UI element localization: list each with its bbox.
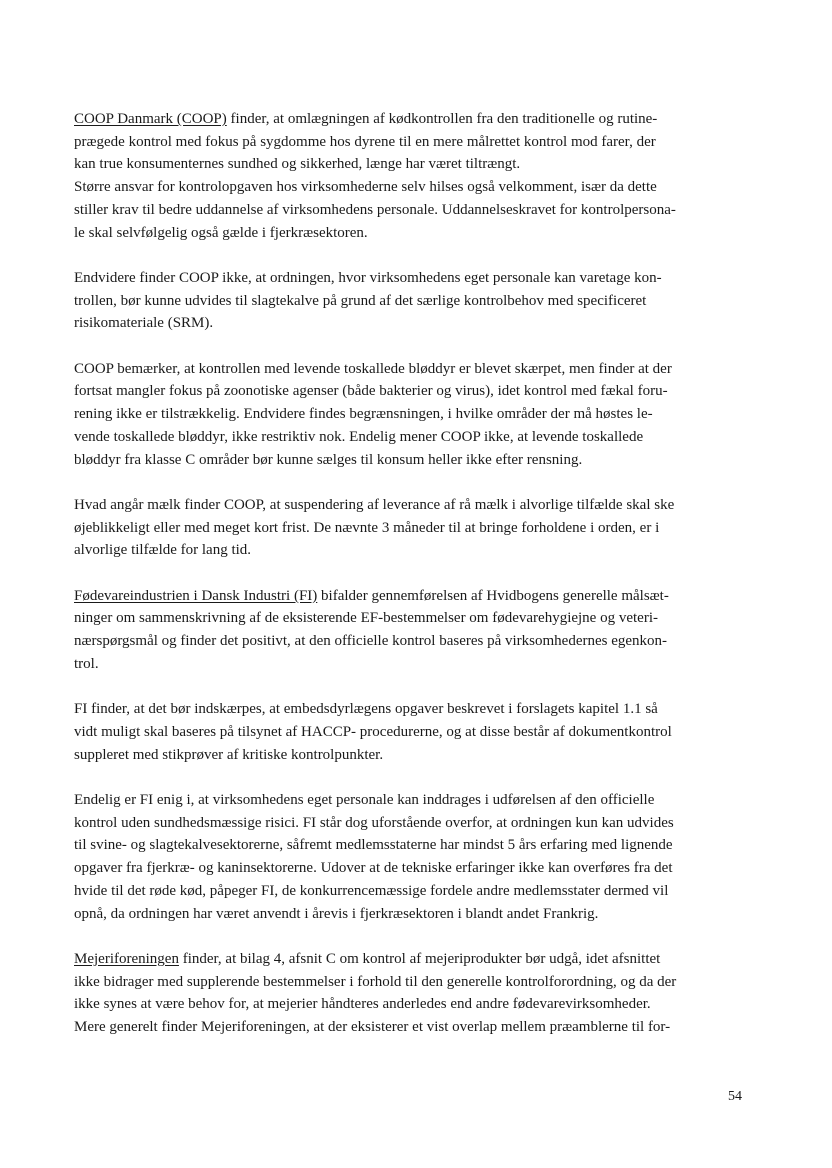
- paragraph: [74, 494, 754, 562]
- text-line: [74, 993, 754, 1016]
- text-line: [74, 222, 754, 245]
- line-text: FI finder, at det bør indskærpes, at embedsdyrlægens opgaver beskrevet i forslagets kapitel 1.1 så: [74, 701, 658, 718]
- line-text: ninger om sammenskrivning af de eksisterende EF-bestemmelser om fødevarehygiejne og veteri-: [74, 610, 658, 627]
- document-body: [74, 108, 754, 1061]
- text-line: [74, 267, 754, 290]
- page-number: 54: [728, 1089, 742, 1104]
- line-text: nærspørgsmål og finder det positivt, at den officielle kontrol baseres på virksomhedernes egenkon-: [74, 633, 668, 650]
- text-line: [74, 698, 754, 721]
- text-line: [74, 903, 754, 926]
- line-text: bløddyr fra klasse C områder bør kunne sælges til konsum heller ikke efter rensning.: [74, 451, 583, 468]
- text-line: [74, 131, 754, 154]
- paragraph: [74, 585, 754, 676]
- line-text: stiller krav til bedre uddannelse af virksomhedens personale. Uddannelseskravet for kontrolpersona-: [74, 201, 676, 218]
- organization-name: COOP Danmark (COOP): [74, 111, 227, 127]
- line-text: alvorlige tilfælde for lang tid.: [74, 542, 252, 559]
- line-text: Større ansvar for kontrolopgaven hos virksomhederne selv hilses også velkomment, især da dette: [74, 179, 657, 196]
- line-text: suppleret med stikprøver af kritiske kontrolpunkter.: [74, 746, 384, 763]
- text-line: [74, 494, 754, 517]
- line-text: risikomateriale (SRM).: [74, 315, 214, 332]
- text-line: [74, 630, 754, 653]
- line-text: Hvad angår mælk finder COOP, at suspendering af leverance af rå mælk i alvorlige tilfælde skal ske: [74, 496, 675, 513]
- line-text: vidt muligt skal baseres på tilsynet af HACCP- procedurerne, og at disse består af dokumentkontrol: [74, 723, 672, 740]
- paragraph: [74, 267, 754, 335]
- text-line: [74, 744, 754, 767]
- line-text: ikke synes at være behov for, at mejerier håndteres anderledes end andre fødevarevirksomheder.: [74, 996, 651, 1013]
- line-text: ikke bidrager med supplerende bestemmelser i forhold til den generelle kontrolforordning, og da der: [74, 973, 677, 990]
- line-text: trollen, bør kunne udvides til slagtekalve på grund af det særlige kontrolbehov med specificeret: [74, 292, 647, 309]
- text-line: [74, 176, 754, 199]
- organization-name: Mejeriforeningen: [74, 950, 179, 967]
- line-text: hvide til det røde kød, påpeger FI, de konkurrencemæssige fordele andre medlemsstater dermed vil: [74, 882, 669, 899]
- organization-name: Fødevareindustrien i Dansk Industri (FI): [74, 587, 318, 604]
- text-line: [74, 789, 754, 812]
- line-text: COOP bemærker, at kontrollen med levende toskallede bløddyr er blevet skærpet, men finder at der: [74, 360, 672, 377]
- line-text: kontrol uden sundhedsmæssige risici. FI står dog uforstående overfor, at ordningen kun kan udvides: [74, 814, 674, 831]
- text-line: [74, 403, 754, 426]
- text-line: [74, 312, 754, 335]
- text-line: [74, 290, 754, 313]
- line-text: bifalder gennemførelsen af Hvidbogens generelle målsæt-: [317, 587, 669, 604]
- paragraph: [74, 108, 754, 244]
- text-line: [74, 971, 754, 994]
- text-line: [74, 380, 754, 403]
- paragraph: [74, 698, 754, 766]
- text-line: [74, 153, 754, 176]
- line-text: opnå, da ordningen har været anvendt i årevis i fjerkræsektoren i blandt andet Frankrig.: [74, 905, 599, 922]
- text-line: [74, 585, 754, 608]
- text-line: [74, 812, 754, 835]
- text-line: [74, 948, 754, 971]
- paragraph: [74, 358, 754, 472]
- line-text: finder, at omlægningen af kødkontrollen fra den traditionelle og rutine-: [226, 111, 658, 127]
- text-line: [74, 426, 754, 449]
- paragraph: [74, 789, 754, 925]
- text-line: [74, 834, 754, 857]
- line-text: til svine- og slagtekalvesektorerne, såfremt medlemsstaterne har mindst 5 års erfaring med lignende: [74, 837, 673, 854]
- line-text: Mere generelt finder Mejeriforeningen, at der eksisterer et vist overlap mellem præamblerne til for-: [74, 1019, 671, 1036]
- text-line: [74, 108, 754, 131]
- line-text: Endvidere finder COOP ikke, at ordningen, hvor virksomhedens eget personale kan varetage kon-: [74, 269, 662, 286]
- line-text: øjeblikkeligt eller med meget kort frist. De nævnte 3 måneder til at bringe forholdene i orden, er i: [74, 519, 660, 536]
- text-line: [74, 857, 754, 880]
- text-line: [74, 517, 754, 540]
- text-line: [74, 358, 754, 381]
- line-text: kan true konsumenternes sundhed og sikkerhed, længe har været tiltrængt.: [74, 156, 521, 173]
- text-line: [74, 449, 754, 472]
- text-line: [74, 607, 754, 630]
- line-text: opgaver fra fjerkræ- og kaninsektorerne. Udover at de tekniske erfaringer ikke kan overføres fra det: [74, 860, 673, 877]
- text-line: [74, 721, 754, 744]
- line-text: prægede kontrol med fokus på sygdomme hos dyrene til en mere målrettet kontrol mod farer, der: [74, 133, 656, 150]
- line-text: finder, at bilag 4, afsnit C om kontrol af mejeriprodukter bør udgå, idet afsnittet: [178, 950, 661, 967]
- line-text: Endelig er FI enig i, at virksomhedens eget personale kan inddrages i udførelsen af den officielle: [74, 792, 655, 808]
- text-line: [74, 1016, 754, 1039]
- line-text: le skal selvfølgelig også gælde i fjerkræsektoren.: [74, 224, 368, 241]
- text-line: [74, 880, 754, 903]
- line-text: fortsat mangler fokus på zoonotiske agenser (både bakterier og virus), idet kontrol med fækal foru-: [74, 383, 668, 400]
- line-text: trol.: [74, 655, 99, 672]
- paragraph: [74, 948, 754, 1039]
- text-line: [74, 199, 754, 222]
- line-text: vende toskallede bløddyr, ikke restriktiv nok. Endelig mener COOP ikke, at levende toskallede: [74, 428, 644, 445]
- line-text: rening ikke er tilstrækkelig. Endvidere findes begrænsningen, i hvilke områder der må høstes le-: [74, 406, 653, 423]
- text-line: [74, 539, 754, 562]
- text-line: [74, 653, 754, 676]
